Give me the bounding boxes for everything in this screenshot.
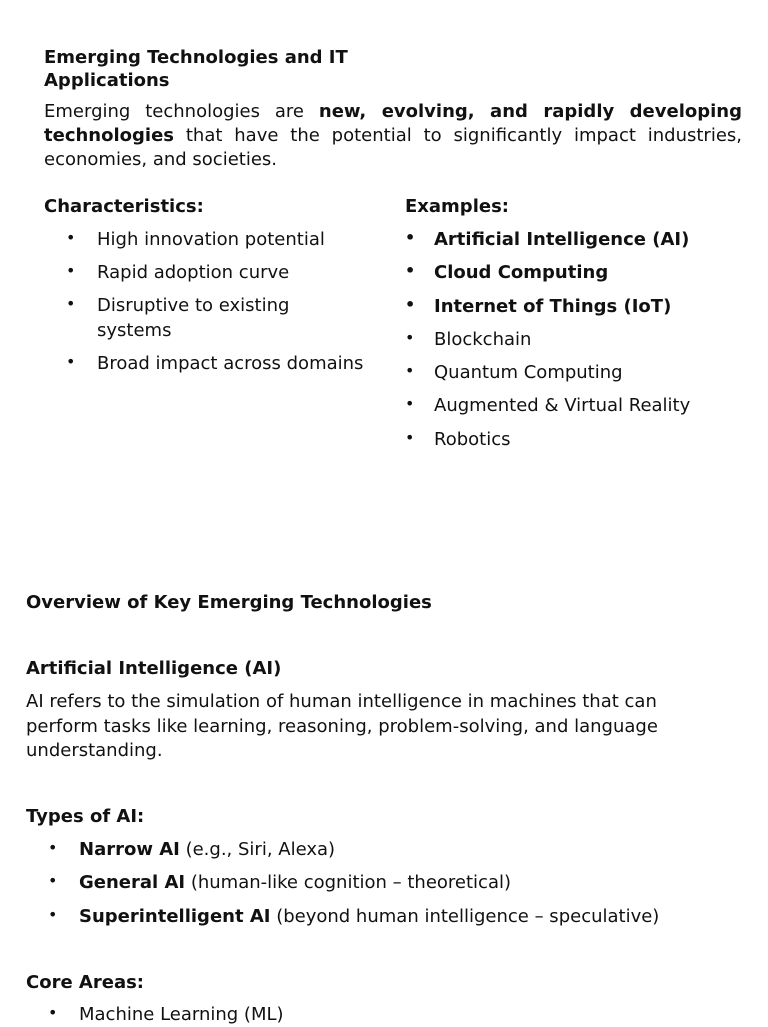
bullet-icon: •	[48, 838, 58, 857]
document-title: Emerging Technologies and IT Applications	[44, 47, 348, 91]
list-item: • Broad impact across domains	[66, 351, 364, 374]
list-item: • General AI (human-like cognition – theoretical)	[48, 871, 512, 894]
characteristics-heading: Characteristics:	[44, 196, 204, 217]
examples-heading: Examples:	[405, 196, 509, 217]
bullet-icon: •	[405, 294, 416, 314]
bullet-icon: •	[405, 261, 416, 281]
bullet-icon: •	[405, 394, 415, 414]
intro-text-bold: new, evolving, and rapidly developing technologies	[44, 101, 742, 146]
list-item: • Narrow AI (e.g., Siri, Alexa)	[48, 838, 336, 860]
bullet-icon: •	[66, 351, 76, 371]
list-item: • Internet of Things (IoT)	[405, 294, 672, 317]
list-item: • Cloud Computing	[405, 261, 609, 284]
list-item: • Rapid adoption curve	[66, 261, 290, 283]
list-item: • Artificial Intelligence (AI)	[405, 228, 690, 250]
bullet-icon: •	[48, 871, 58, 891]
intro-text-start: Emerging technologies are	[44, 101, 319, 122]
types-heading: Types of AI:	[26, 806, 145, 827]
list-item: • Machine Learning (ML)	[48, 1003, 284, 1025]
overview-heading: Overview of Key Emerging Technologies	[26, 592, 432, 613]
bullet-icon: •	[405, 361, 415, 381]
list-item: • High innovation potential	[66, 228, 325, 250]
core-areas-heading: Core Areas:	[26, 972, 145, 993]
examples-list	[405, 228, 745, 461]
bullet-icon: •	[405, 228, 416, 247]
list-item: • Blockchain	[405, 327, 532, 350]
bullet-icon: •	[66, 294, 76, 313]
list-item: • Superintelligent AI (beyond human intelligence – speculative)	[48, 904, 660, 927]
characteristics-list	[44, 228, 364, 385]
bullet-icon: •	[405, 327, 415, 347]
types-list	[26, 838, 746, 938]
list-item: • Augmented & Virtual Reality	[405, 394, 691, 417]
bullet-icon: •	[48, 904, 58, 924]
bullet-icon: •	[66, 261, 76, 280]
ai-heading: Artificial Intelligence (AI)	[26, 658, 282, 679]
list-item: • Disruptive to existing systems	[66, 294, 290, 341]
intro-text-end: that have the potential to significantly impact industries, economies, and societies.	[44, 125, 742, 170]
bullet-icon: •	[405, 427, 415, 447]
list-item: • Robotics	[405, 427, 511, 450]
bullet-icon: •	[66, 228, 76, 247]
core-areas-list	[26, 1003, 746, 1027]
intro-paragraph	[44, 100, 742, 172]
bullet-icon: •	[48, 1003, 58, 1022]
list-item: • Quantum Computing	[405, 361, 623, 384]
ai-description: AI refers to the simulation of human intelligence in machines that can perform tasks like learning, reasoning, problem-solving, and language understanding.	[26, 691, 658, 761]
